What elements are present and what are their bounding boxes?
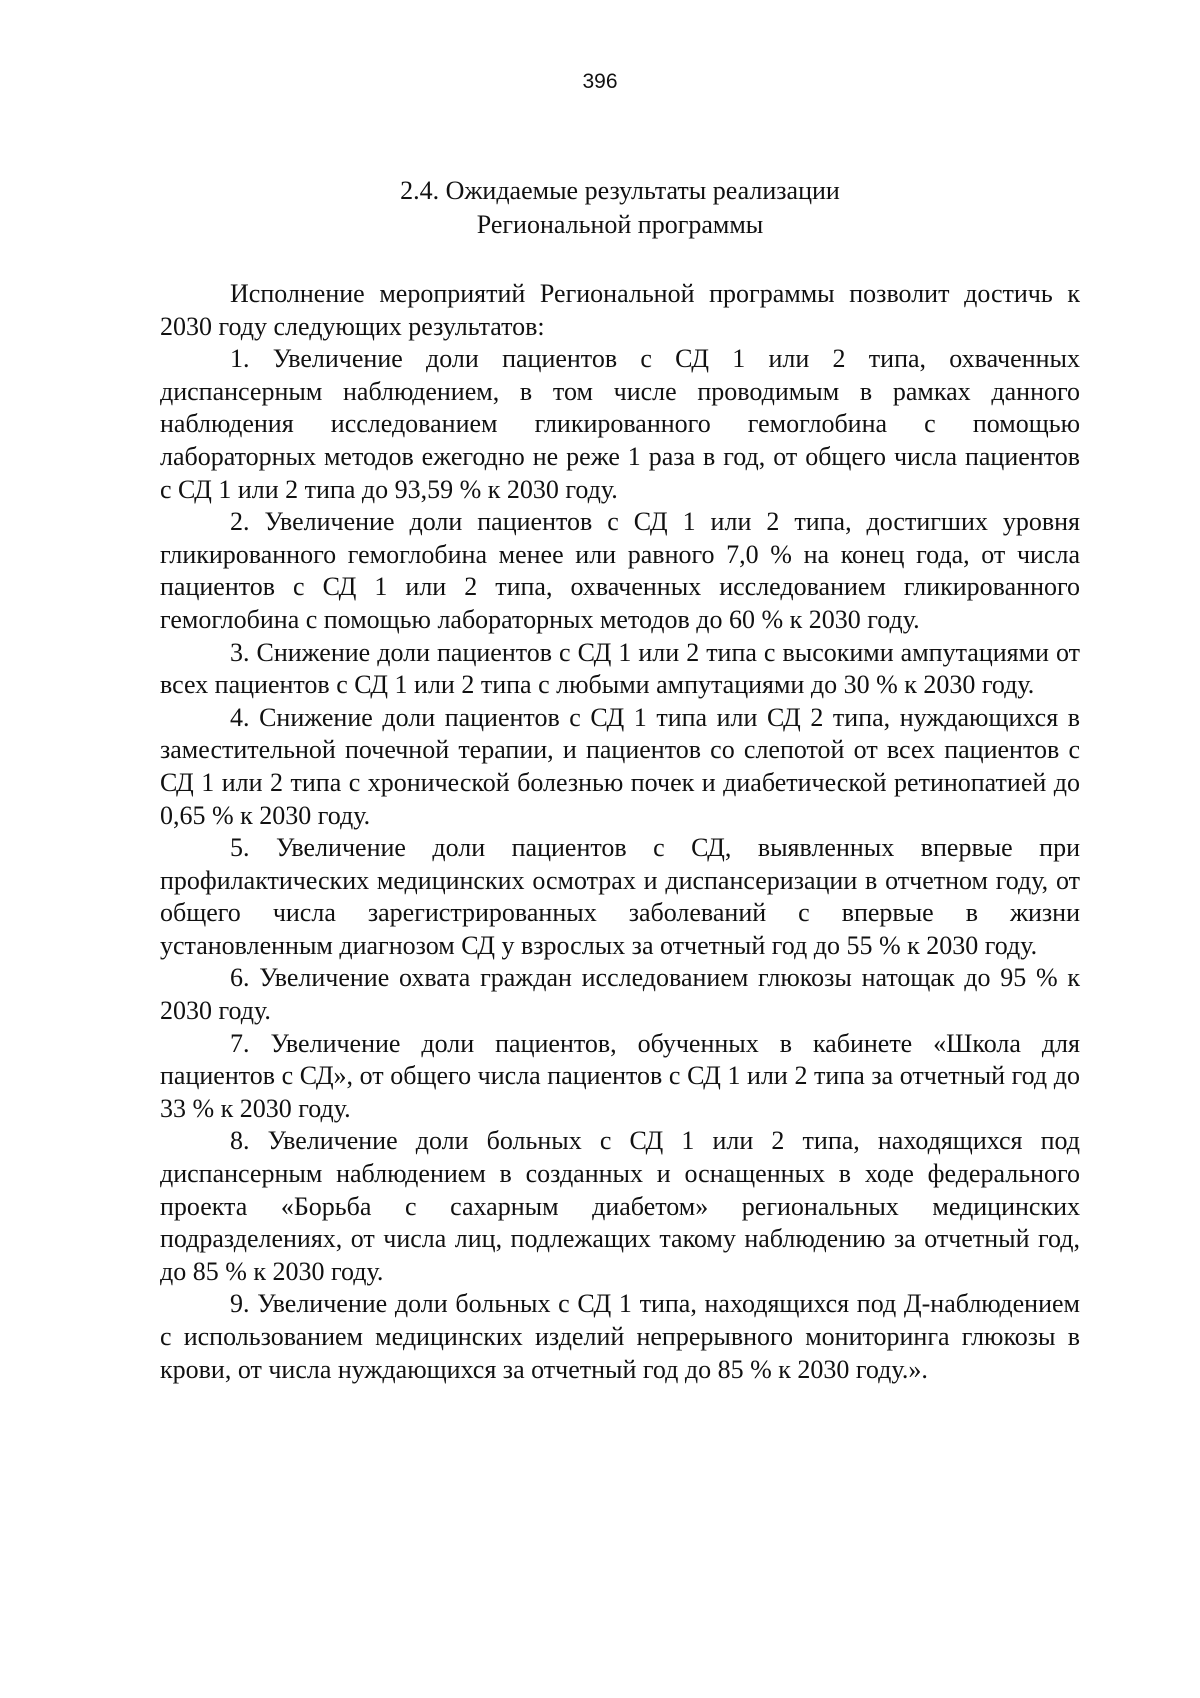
section-heading-line-1: 2.4. Ожидаемые результаты реализации — [400, 176, 840, 205]
result-item-3: 3. Снижение доли пациентов с СД 1 или 2 типа с высокими ампутациями от всех пациентов с СД 1 или 2 типа с любыми ампутациями до 30 % к 2030 году. — [160, 637, 1080, 700]
intro-paragraph: Исполнение мероприятий Региональной программы позволит достичь к 2030 году следующих результатов: — [160, 279, 1080, 341]
section-heading — [0, 174, 1200, 242]
result-item-5: 5. Увеличение доли пациентов с СД, выявленных впервые при профилактических медицинских осмотрах и диспансеризации в отчетном году, от общего числа зарегистрированных заболеваний с впервые в жизни установленным диагнозом СД у взрослых за отчетный год до 55 % к 2030 году. — [160, 833, 1080, 960]
document-body — [160, 278, 1080, 1386]
section-heading-line-2: Региональной программы — [476, 210, 764, 239]
result-item-1: 1. Увеличение доли пациентов с СД 1 или 2 типа, охваченных диспансерным наблюдением, в том числе проводимым в рамках данного наблюдения исследованием гликированного гемоглобина с помощью лабораторных методов ежегодно не реже 1 раза в год, от общего числа пациентов с СД 1 или 2 типа до 93,59 % к 2030 году. — [160, 344, 1080, 504]
result-item-4: 4. Снижение доли пациентов с СД 1 типа или СД 2 типа, нуждающихся в заместительной почечной терапии, и пациентов со слепотой от всех пациентов с СД 1 или 2 типа с хронической болезнью почек и диабетической ретинопатией до 0,65 % к 2030 году. — [160, 702, 1080, 830]
result-item-2: 2. Увеличение доли пациентов с СД 1 или 2 типа, достигших уровня гликированного гемоглобина менее или равного 7,0 % на конец года, от числа пациентов с СД 1 или 2 типа, охваченных исследованием гликированного гемоглобина с помощью лабораторных методов до 60 % к 2030 году. — [160, 507, 1080, 634]
result-item-6: 6. Увеличение охвата граждан исследованием глюкозы натощак до 95 % к 2030 году. — [160, 963, 1080, 1026]
result-item-8: 8. Увеличение доли больных с СД 1 или 2 типа, находящихся под диспансерным наблюдением в созданных и оснащенных в ходе федерального проекта «Борьба с сахарным диабетом» региональных медицинских подразделениях, от числа лиц, подлежащих такому наблюдению за отчетный год, до 85 % к 2030 году. — [160, 1126, 1080, 1286]
result-item-7: 7. Увеличение доли пациентов, обученных в кабинете «Школа для пациентов с СД», от общего числа пациентов с СД 1 или 2 типа за отчетный год до 33 % к 2030 году. — [160, 1028, 1080, 1123]
page-number: 396 — [582, 70, 618, 93]
result-item-9: 9. Увеличение доли больных с СД 1 типа, находящихся под Д-наблюдением с использованием медицинских изделий непрерывного мониторинга глюкозы в крови, от числа нуждающихся за отчетный год до 85 % к 2030 году.». — [160, 1289, 1080, 1384]
